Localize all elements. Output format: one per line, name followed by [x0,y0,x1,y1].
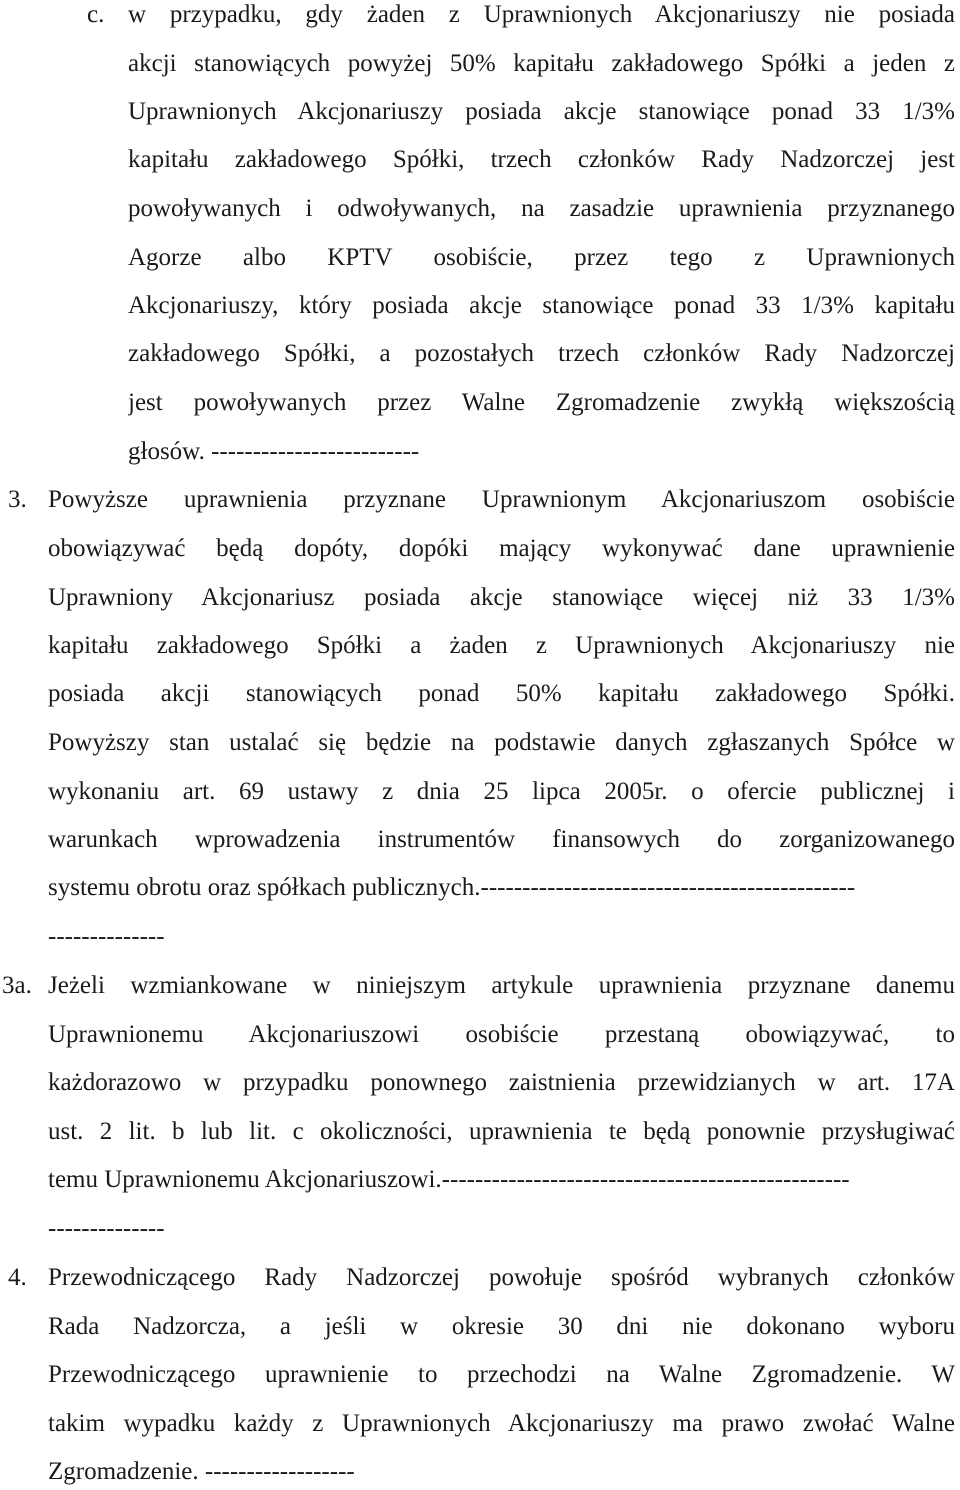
paragraph-line: kapitału zakładowego Spółki, trzech członków Rady Nadzorczej jest [128,146,955,173]
paragraph-line: Przewodniczącego Rady Nadzorczej powołuje spośród wybranych członków [48,1264,955,1291]
paragraph-line: systemu obrotu oraz spółkach publicznych.--------------------------------------------- [48,874,856,901]
paragraph-line: ust. 2 lit. b lub lit. c okoliczności, uprawnienia te będą ponownie przysługiwać [48,1118,955,1145]
paragraph-line: głosów. ------------------------- [128,438,420,465]
paragraph-line: obowiązywać będą dopóty, dopóki mający wykonywać dane uprawnienie [48,535,955,562]
paragraph-line: wykonaniu art. 69 ustawy z dnia 25 lipca 2005r. o ofercie publicznej i [48,778,955,805]
paragraph-line: temu Uprawnionemu Akcjonariuszowi.------------------------------------------------- [48,1166,850,1193]
item-marker: c. [87,1,105,28]
paragraph-line: Rada Nadzorcza, a jeśli w okresie 30 dni nie dokonano wyboru [48,1313,955,1340]
paragraph-line: jest powoływanych przez Walne Zgromadzenie zwykłą większością [128,389,955,416]
paragraph-line: Uprawnionemu Akcjonariuszowi osobiście przestaną obowiązywać, to [48,1021,955,1048]
paragraph-line: Przewodniczącego uprawnienie to przechodzi na Walne Zgromadzenie. W [48,1361,955,1388]
item-marker: 3a. [2,972,32,999]
paragraph-line: Akcjonariuszy, który posiada akcje stanowiące ponad 33 1/3% kapitału [128,292,955,319]
paragraph-line: -------------- [48,1215,165,1242]
paragraph-line: warunkach wprowadzenia instrumentów finansowych do zorganizowanego [48,826,955,853]
paragraph-line: w przypadku, gdy żaden z Uprawnionych Akcjonariuszy nie posiada [128,1,955,28]
paragraph-line: kapitału zakładowego Spółki a żaden z Uprawnionych Akcjonariuszy nie [48,632,955,659]
paragraph-line: zakładowego Spółki, a pozostałych trzech członków Rady Nadzorczej [128,340,955,367]
paragraph-line: powoływanych i odwoływanych, na zasadzie uprawnienia przyznanego [128,195,955,222]
paragraph-line: Uprawnionych Akcjonariuszy posiada akcje stanowiące ponad 33 1/3% [128,98,955,125]
paragraph-line: Agorze albo KPTV osobiście, przez tego z Uprawnionych [128,244,955,271]
item-marker: 3. [8,486,27,513]
paragraph-line: Powyższy stan ustalać się będzie na podstawie danych zgłaszanych Spółce w [48,729,955,756]
paragraph-line: Powyższe uprawnienia przyznane Uprawnionym Akcjonariuszom osobiście [48,486,955,513]
paragraph-line: Jeżeli wzmiankowane w niniejszym artykule uprawnienia przyznane danemu [48,972,955,999]
paragraph-line: każdorazowo w przypadku ponownego zaistnienia przewidzianych w art. 17A [48,1069,955,1096]
paragraph-line: Uprawniony Akcjonariusz posiada akcje stanowiące więcej niż 33 1/3% [48,584,955,611]
paragraph-line: -------------- [48,923,165,950]
paragraph-line: akcji stanowiących powyżej 50% kapitału zakładowego Spółki a jeden z [128,50,955,77]
paragraph-line: takim wypadku każdy z Uprawnionych Akcjonariuszy ma prawo zwołać Walne [48,1410,955,1437]
paragraph-line: posiada akcji stanowiących ponad 50% kapitału zakładowego Spółki. [48,680,955,707]
paragraph-line: Zgromadzenie. ------------------ [48,1458,355,1485]
item-marker: 4. [8,1264,27,1291]
